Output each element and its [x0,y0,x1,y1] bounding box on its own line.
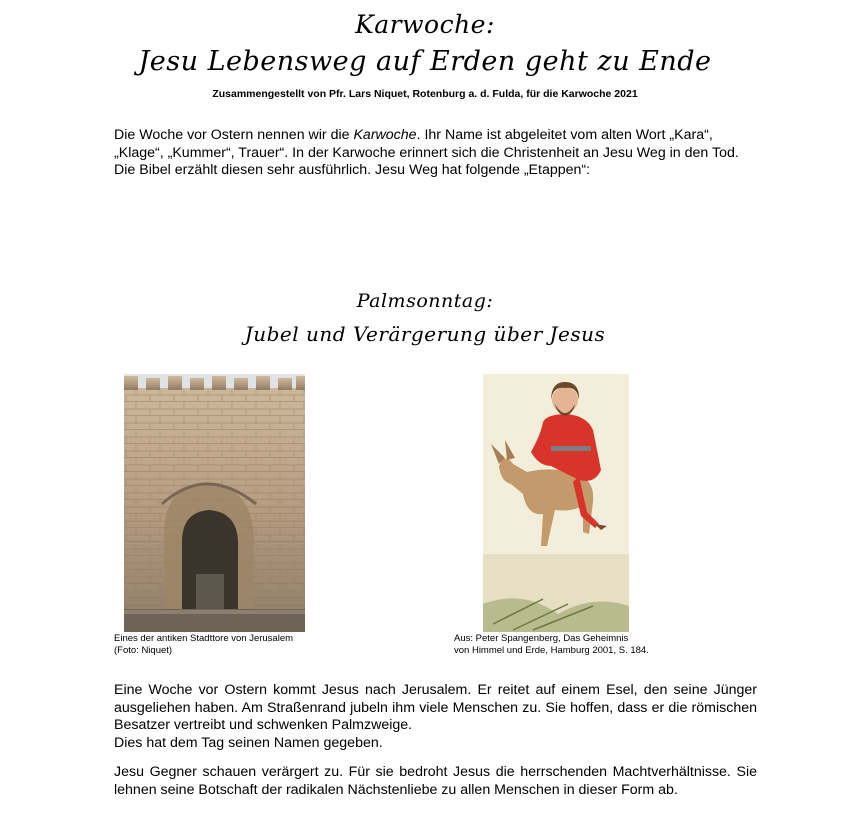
intro-paragraph [114,127,744,180]
intro-part2: . Ihr Name ist abgeleitet vom alten Wort „Kara“, „Klage“, „Kummer“, Trauer“. In der Karwoche erinnert sich die Christenheit an Jesu Weg in den Tod. Die Bibel erzählt diesen sehr ausführlich. Jesu Weg hat folgende „Etappen“: [114,127,739,178]
left-caption-line2: (Foto: Niquet) [114,645,173,656]
right-image-caption [454,633,774,657]
right-caption-line2: von Himmel und Erde, Hamburg 2001, S. 184. [454,645,649,656]
page-subtitle: Zusammengestellt von Pfr. Lars Niquet, Rotenburg a. d. Fulda, für die Karwoche 2021 [212,88,638,100]
left-caption-line1: Eines der antiken Stadttore von Jerusalem [114,633,294,644]
intro-part1: Die Woche vor Ostern nennen wir die [114,127,354,143]
section-title-line2: Jubel und Verärgerung über Jesus [244,322,606,346]
section-title-line1: Palmsonntag: [356,290,494,312]
right-caption-line1: Aus: Peter Spangenberg, Das Geheimnis [454,633,629,644]
city-gate-photo [124,374,305,632]
left-image-caption [114,633,414,657]
jesus-on-donkey-illustration [483,374,629,632]
body-paragraph-2: Jesu Gegner schauen verärgert zu. Für sie bedroht Jesus die herrschenden Machtverhältnisse. Sie lehnen seine Botschaft der radikalen Nächstenliebe zu allen Menschen in dieser Form ab. [114,764,757,798]
body-paragraph-1: Eine Woche vor Ostern kommt Jesus nach Jerusalem. Er reitet auf einem Esel, den seine Jünger ausgeliehen haben. Am Straßenrand jubeln ihm viele Menschen zu. Sie hoffen, dass er die römischen Besatzer vertreibt und schwenken Palmzweige. [114,682,757,733]
intro-emphasis: Karwoche [353,127,417,143]
page-title-line1: Karwoche: [355,10,495,39]
page-title-line2: Jesu Lebensweg auf Erden geht zu Ende [138,46,712,77]
body-paragraph-1-closing: Dies hat dem Tag seinen Namen gegeben. [114,735,383,751]
